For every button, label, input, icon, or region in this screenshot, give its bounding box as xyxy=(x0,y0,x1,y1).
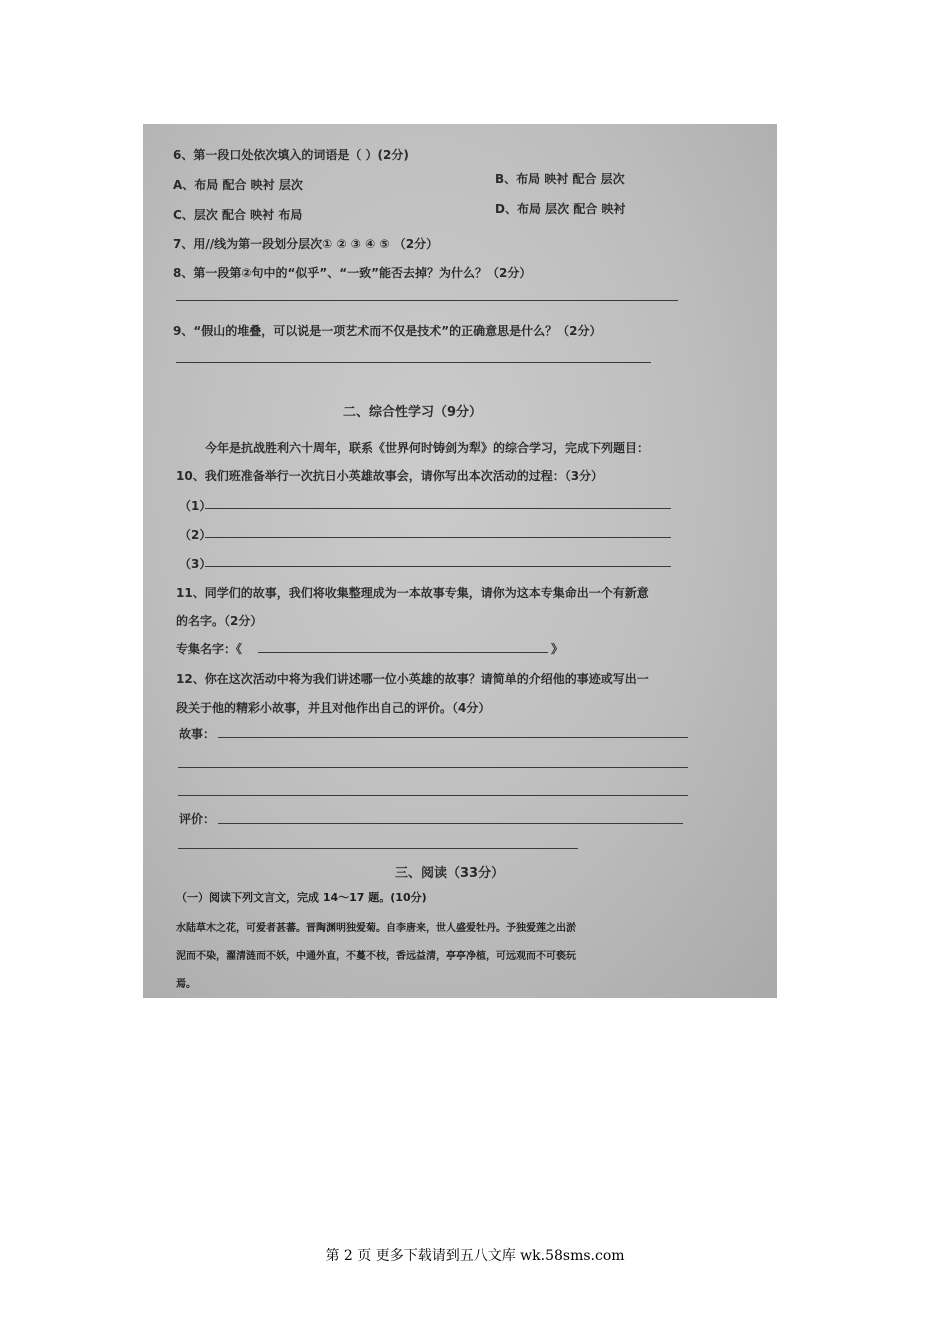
option-b: B、布局 映衬 配合 层次 xyxy=(495,172,625,186)
question-9: 9、“假山的堆叠，可以说是一项艺术而不仅是技术”的正确意思是什么？（2分） xyxy=(173,324,602,338)
question-7: 7、用//线为第一段划分层次① ② ③ ④ ⑤ （2分） xyxy=(173,237,439,251)
q10-line-1 xyxy=(205,508,671,509)
passage-line-3: 焉。 xyxy=(176,979,196,990)
q10-item-1: （1） xyxy=(179,499,212,513)
q10-line-3 xyxy=(205,566,671,567)
question-8: 8、第一段第②句中的“似乎”、“一致”能否去掉？为什么？（2分） xyxy=(173,266,532,280)
option-a: A、布局 配合 映衬 层次 xyxy=(173,178,303,192)
comment-label: 评价： xyxy=(179,812,216,826)
question-12-line-2: 段关于他的精彩小故事，并且对他作出自己的评价。（4分） xyxy=(176,701,491,715)
question-6: 6、第一段口处依次填入的词语是（ ）(2分) xyxy=(173,148,409,162)
story-line-3 xyxy=(178,795,688,796)
passage-line-1: 水陆草木之花，可爱者甚蕃。晋陶渊明独爱菊。自李唐来，世人盛爱牡丹。予独爱莲之出淤 xyxy=(176,923,576,934)
story-label: 故事： xyxy=(179,727,216,741)
scanned-exam-photo xyxy=(143,124,777,998)
story-line-1 xyxy=(218,737,688,738)
q10-item-3: （3） xyxy=(179,557,212,571)
page-footer: 第 2 页 更多下载请到五八文库 wk.58sms.com xyxy=(325,1248,625,1264)
comment-line-2 xyxy=(178,848,578,849)
section-2-intro: 今年是抗战胜利六十周年，联系《世界何时铸剑为犁》的综合学习，完成下列题目： xyxy=(205,441,650,455)
story-line-2 xyxy=(178,767,688,768)
q10-line-2 xyxy=(205,537,671,538)
comment-line-1 xyxy=(218,823,683,824)
section-3-title: 三、阅读（33分） xyxy=(395,866,505,881)
q10-item-2: （2） xyxy=(179,528,212,542)
section-3-instruction: （一）阅读下列文言文，完成 14～17 题。(10分) xyxy=(176,891,427,904)
option-c: C、层次 配合 映衬 布局 xyxy=(173,208,303,222)
collection-name-line xyxy=(258,652,548,653)
question-10: 10、我们班准备举行一次抗日小英雄故事会，请你写出本次活动的过程：（3分） xyxy=(176,469,604,483)
question-11-line-2: 的名字。（2分） xyxy=(176,614,263,628)
collection-name-close: 》 xyxy=(551,642,564,656)
question-12-line-1: 12、你在这次活动中将为我们讲述哪一位小英雄的故事？请简单的介绍他的事迹或写出一 xyxy=(176,672,649,686)
section-2-title: 二、综合性学习（9分） xyxy=(343,405,483,420)
collection-name-label: 专集名字：《 xyxy=(176,642,243,656)
answer-line-9 xyxy=(176,362,651,363)
answer-line-8 xyxy=(176,300,678,301)
option-d: D、布局 层次 配合 映衬 xyxy=(495,202,626,216)
question-11-line-1: 11、同学们的故事，我们将收集整理成为一本故事专集，请你为这本专集命出一个有新意 xyxy=(176,586,649,600)
passage-line-2: 泥而不染，濯清涟而不妖，中通外直，不蔓不枝，香远益清，亭亭净植，可远观而不可亵玩 xyxy=(176,951,576,962)
